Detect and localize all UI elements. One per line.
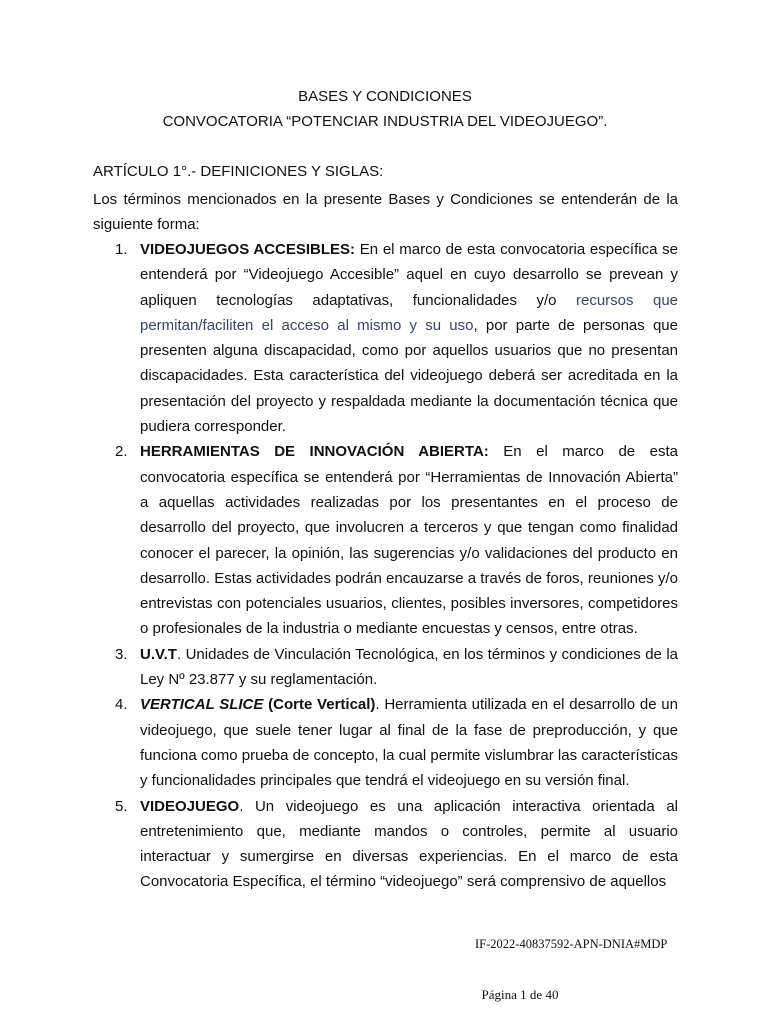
definition-text: . Unidades de Vinculación Tecnológica, en los términos y condiciones de la Ley Nº 23.877 y su reglamentación. [140, 645, 678, 689]
definition-term: VIDEOJUEGOS ACCESIBLES: [140, 241, 356, 258]
definitions-list [93, 237, 678, 895]
definition-term: HERRAMIENTAS DE INNOVACIÓN ABIERTA: [140, 443, 489, 461]
document-id: IF-2022-40837592-APN-DNIA#MDP [475, 937, 668, 951]
definition-term-paren: (Corte Vertical) [263, 696, 376, 714]
item-number: 2. [115, 443, 128, 461]
definition-text: . Un videojuego es una aplicación interactiva orientada al entretenimiento que, mediante mandos o controles, permite al usuario interactuar y sumergirse en diversas experiencias. En el marco de esta Convocatoria Específica, el término “videojuego” será comprensivo de aquellos [140, 797, 678, 891]
list-item [93, 642, 678, 693]
definition-text: En el marco de esta convocatoria específica se entenderá por “Herramientas de Innovación Abierta” a aquellas actividades realizadas por los presentantes en el proceso de desarrollo del proyecto, que involucren a terceros y que tengan como finalidad conocer el parecer, la opinión, las sugerencias y/o validaciones del producto en desarrollo. Estas actividades podrán encauzarse a través de foros, reuniones y/o entrevistas con potenciales usuarios, clientes, posibles inversores, competidores o profesionales de la industria o mediante encuestas y censos, entre otras. [140, 443, 679, 638]
intro-paragraph: Los términos mencionados en la presente Bases y Condiciones se entenderán de la siguiente forma: [93, 191, 678, 233]
definition-term: U.V.T [140, 645, 177, 663]
list-item [93, 794, 678, 895]
definition-text: . Herramienta utilizada en el desarrollo de un videojuego, que suele tener lugar al final de la fase de preproducción, y que funciona como prueba de concepto, la cual permite vislumbrar las características y funcionalidades principales que tendrá el videojuego en su versión final. [140, 696, 678, 790]
list-item [93, 692, 678, 793]
item-number: 5. [115, 797, 128, 815]
page-number: Página 1 de 40 [481, 987, 559, 1002]
definition-text: , por parte de personas que presenten alguna discapacidad, como por aquellos usuarios que no presentan discapacidades. Esta característica del videojuego deberá ser acreditada en la presentación del proyecto y respaldada mediante la documentación técnica que pudiera corresponder. [140, 316, 678, 436]
item-number: 3. [115, 645, 128, 663]
item-number: 1. [115, 241, 128, 258]
article-heading: ARTÍCULO 1°.- DEFINICIONES Y SIGLAS: [93, 163, 384, 180]
definition-term: VERTICAL SLICE [140, 696, 264, 714]
document-title: BASES Y CONDICIONES [298, 88, 472, 105]
definition-term: VIDEOJUEGO [140, 797, 240, 815]
definition-text-highlight: recursos que permitan/faciliten el acceso al mismo y su uso [140, 291, 679, 334]
item-number: 4. [115, 696, 128, 714]
document-subtitle: CONVOCATORIA “POTENCIAR INDUSTRIA DEL VIDEOJUEGO”. [162, 113, 608, 130]
list-item [93, 439, 678, 641]
list-item [93, 237, 678, 439]
definition-text: En el marco de esta convocatoria específica se entenderá por “Videojuego Accesible” aquel en cuyo desarrollo se prevean y apliquen tecnologías adaptativas, funcionalidades y/o [140, 241, 678, 309]
